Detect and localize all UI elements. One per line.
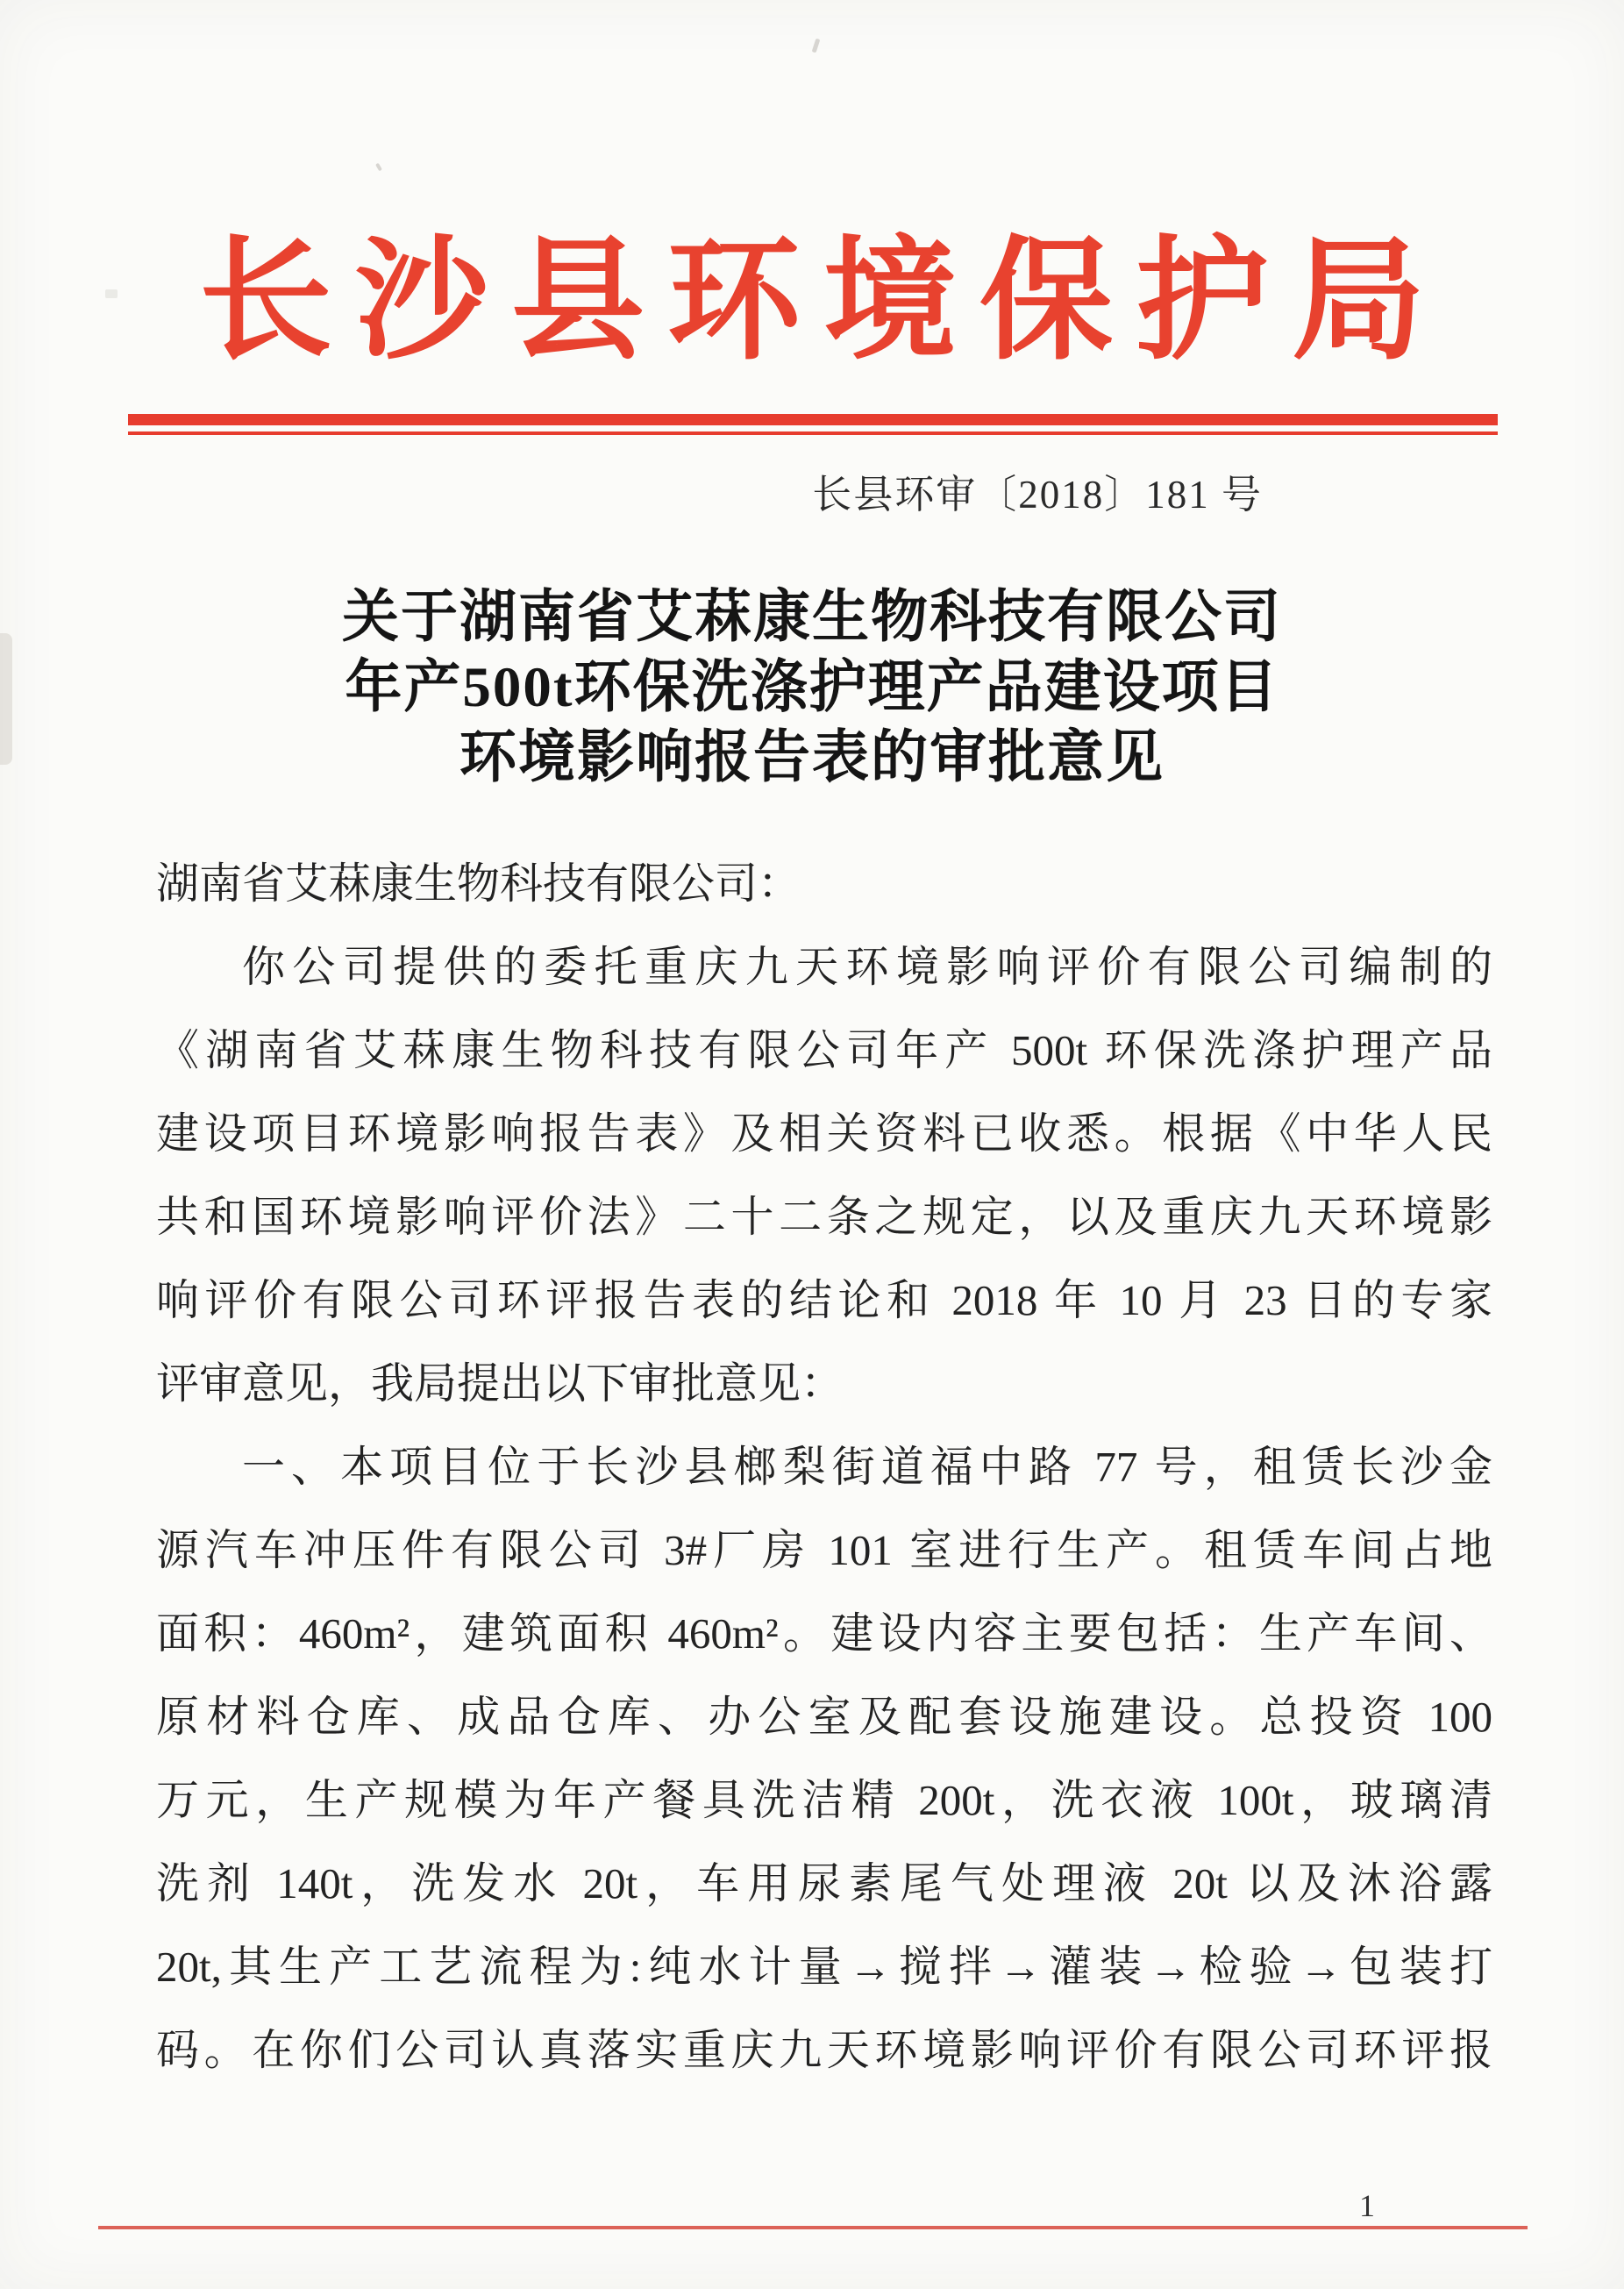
body-line: 你公司提供的委托重庆九天环境影响评价有限公司编制的 <box>242 943 1492 991</box>
body-line: 洗剂 140t，洗发水 20t，车用尿素尾气处理液 20t 以及沐浴露 <box>156 1859 1492 1908</box>
body-line: 建设项目环境影响报告表》及相关资料已收悉。根据《中华人民 <box>156 1109 1492 1158</box>
body-line: 20t,其生产工艺流程为:纯水计量→搅拌→灌装→检验→包装打 <box>156 1943 1492 1991</box>
document-number: 长县环审〔2018〕181 号 <box>812 473 1263 517</box>
footer-rule <box>98 2226 1528 2229</box>
body-line: 万元，生产规模为年产餐具洗洁精 200t，洗衣液 100t，玻璃清 <box>156 1776 1492 1824</box>
red-separator-thin <box>128 431 1498 435</box>
body-line: 源汽车冲压件有限公司 3#厂房 101 室进行生产。租赁车间占地 <box>156 1526 1492 1574</box>
body-line: 评审意见，我局提出以下审批意见： <box>156 1359 844 1408</box>
body-line: 湖南省艾菻康生物科技有限公司： <box>156 859 801 908</box>
body-line: 一、本项目位于长沙县榔梨街道福中路 77 号，租赁长沙金 <box>242 1443 1492 1491</box>
agency-masthead: 长沙县环境保护局 <box>199 228 1448 375</box>
body-line: 原材料仓库、成品仓库、办公室及配套设施建设。总投资 100 <box>156 1693 1492 1741</box>
body-line: 共和国环境影响评价法》二十二条之规定，以及重庆九天环境影 <box>156 1193 1492 1241</box>
title-line: 环境影响报告表的审批意见 <box>459 726 1165 789</box>
body-line: 码。在你们公司认真落实重庆九天环境影响评价有限公司环评报 <box>156 2026 1492 2074</box>
scan-artifact <box>375 163 382 172</box>
document-body <box>156 842 1492 2092</box>
body-line: 响评价有限公司环评报告表的结论和 2018 年 10 月 23 日的专家 <box>156 1276 1492 1324</box>
body-line: 面积：460m²，建筑面积 460m²。建设内容主要包括：生产车间、 <box>156 1609 1492 1658</box>
title-line: 关于湖南省艾菻康生物科技有限公司 <box>341 586 1282 649</box>
page-number: 1 <box>1359 2188 1375 2223</box>
body-line: 《湖南省艾菻康生物科技有限公司年产 500t 环保洗涤护理产品 <box>156 1026 1492 1074</box>
document-title <box>0 582 1624 793</box>
title-line: 年产500t环保洗涤护理产品建设项目 <box>345 656 1279 719</box>
scan-artifact <box>812 39 821 53</box>
red-separator-thick <box>128 414 1498 425</box>
